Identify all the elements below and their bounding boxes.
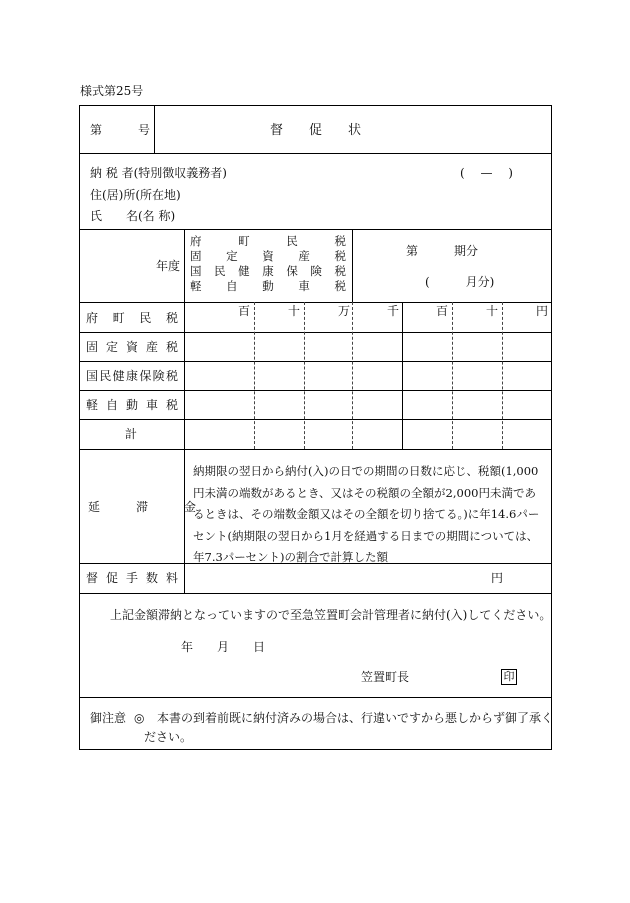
notice-text: 上記金額滞納となっていますので至急笠置町会計管理者に納付(入)してください。: [110, 608, 552, 622]
divider: [352, 229, 353, 302]
divider: [352, 302, 353, 449]
row-label-light-vehicle: 軽 自 動 車 税: [86, 398, 178, 412]
late-charge-description: 納期限の翌日から納付(入)の日での期間の日数に応じ、税額(1,000円未満の端数があるとき、又はその税額の全額が2,000円未満であるときは、その端数金額又はその全額を切り捨てる。)に年14.6パーセント(納期限の翌日から1月を経過する日までの期間については、年7.3パーセント)の割合で計算した額: [193, 464, 540, 564]
tax-type-health-insurance: 国 民 健 康 保 険 税: [190, 264, 346, 278]
unit-hundred: 百: [436, 304, 449, 318]
address-label: 住(居)所(所在地): [90, 188, 181, 202]
tax-type-property: 固 定 資 産 税: [190, 249, 346, 263]
year-label: 年度: [156, 259, 181, 273]
caution-mark: ◎: [134, 711, 145, 725]
month-label: ( 月分): [425, 275, 495, 289]
divider: [154, 106, 155, 153]
divider: [80, 449, 551, 450]
taxpayer-code-placeholder: ( — ): [460, 166, 513, 180]
unit-man: 万: [338, 304, 351, 318]
divider: [80, 361, 551, 362]
divider: [402, 302, 403, 449]
divider: [254, 302, 255, 449]
tax-type-resident: 府 町 民 税: [190, 234, 346, 248]
caution-text-line1: 本書の到着前既に納付済みの場合は、行違いですから悪しからず御了承く: [157, 711, 554, 725]
page-title: 督 促 状: [270, 123, 362, 138]
row-label-property: 固 定 資 産 税: [86, 340, 178, 354]
unit-yen: 円: [536, 304, 549, 318]
divider: [80, 229, 551, 230]
row-label-resident: 府 町 民 税: [86, 311, 178, 325]
seal-mark: 印: [501, 669, 517, 685]
divider: [80, 302, 551, 303]
unit-ten: 十: [486, 304, 499, 318]
caution-text-line2: ださい。: [144, 730, 193, 744]
divider: [80, 332, 551, 333]
divider: [452, 302, 453, 449]
divider: [184, 229, 185, 593]
fee-label: 督 促 手 数 料: [86, 571, 178, 585]
divider: [80, 419, 551, 420]
divider: [80, 390, 551, 391]
tax-type-light-vehicle: 軽 自 動 車 税: [190, 279, 346, 293]
divider: [304, 302, 305, 449]
unit-thousand: 千: [387, 304, 400, 318]
demand-notice-form: [79, 105, 552, 750]
taxpayer-label: 納 税 者(特別徴収義務者): [90, 166, 227, 180]
number-label: 第 号: [90, 123, 151, 137]
notice-date: 年 月 日: [181, 640, 266, 654]
name-label: 氏 名(名 称): [90, 209, 176, 223]
period-label: 第 期分: [406, 244, 479, 258]
late-charge-label: 延 滞 金: [88, 500, 197, 514]
row-label-total: 計: [125, 427, 138, 441]
divider: [502, 302, 503, 449]
fee-unit: 円: [491, 571, 504, 585]
issuer-name: 笠置町長: [361, 670, 410, 684]
caution-label: 御注意: [90, 711, 127, 725]
row-label-health-insurance: 国 民 健 康 保 険 税: [86, 369, 178, 383]
divider: [80, 593, 551, 594]
unit-ten-thousand-ten: 十: [288, 304, 301, 318]
divider: [80, 153, 551, 154]
unit-hundred-thousand: 百: [238, 304, 251, 318]
form-number: 様式第25号: [80, 84, 144, 98]
divider: [80, 697, 551, 698]
